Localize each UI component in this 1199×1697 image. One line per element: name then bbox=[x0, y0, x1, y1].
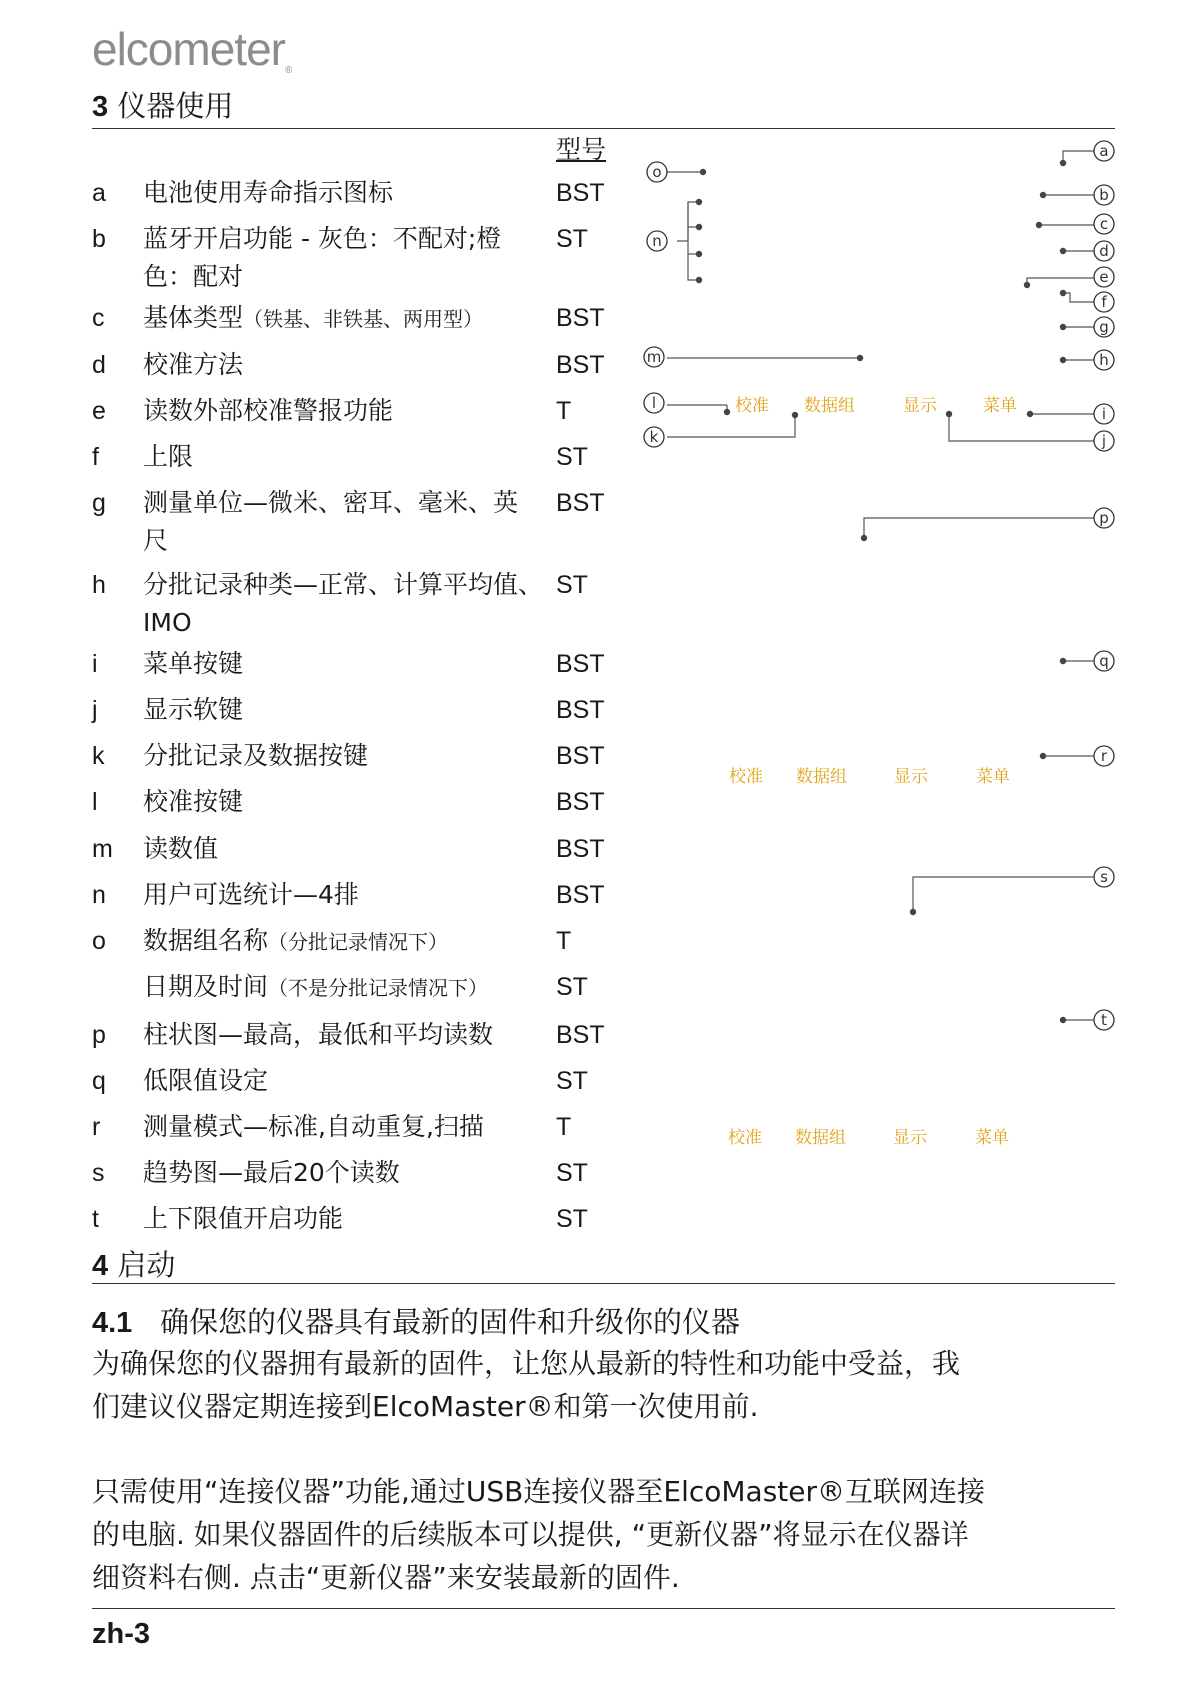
legend-key: r bbox=[92, 1113, 101, 1141]
legend-description-main: 用户可选统计—4排 bbox=[143, 880, 359, 909]
legend-key: a bbox=[92, 179, 106, 207]
callout-label-o: o bbox=[652, 163, 662, 181]
legend-model: BST bbox=[556, 351, 605, 379]
legend-description-main: 菜单按键 bbox=[143, 649, 244, 678]
legend-key: b bbox=[92, 225, 106, 253]
legend-description-main: 趋势图—最后20个读数 bbox=[143, 1158, 400, 1187]
callout-label-m: m bbox=[646, 348, 662, 366]
legend-model: BST bbox=[556, 650, 605, 678]
softkey-label: 校准 bbox=[735, 396, 769, 416]
legend-description-main: 柱状图—最高，最低和平均读数 bbox=[143, 1020, 494, 1049]
legend-model: BST bbox=[556, 742, 605, 770]
page-number: zh-3 bbox=[92, 1618, 150, 1650]
legend-model: BST bbox=[556, 179, 605, 207]
legend-model: BST bbox=[556, 696, 605, 724]
callout-label-r: r bbox=[1100, 747, 1108, 765]
softkey-label: 校准 bbox=[728, 1128, 762, 1148]
legend-model: ST bbox=[556, 1067, 588, 1095]
paragraph-1: 为确保您的仪器拥有最新的固件，让您从最新的特性和功能中受益，我 们建议仪器定期连接到ElcoMaster®和第一次使用前. bbox=[92, 1347, 961, 1423]
callout-label-n: n bbox=[652, 232, 662, 250]
legend-model: BST bbox=[556, 788, 605, 816]
softkey-label: 菜单 bbox=[975, 1128, 1009, 1148]
legend-key: p bbox=[92, 1021, 106, 1049]
legend-model: BST bbox=[556, 304, 605, 332]
legend-description-main: 低限值设定 bbox=[143, 1066, 269, 1095]
legend-description-main: 基体类型 bbox=[143, 303, 244, 332]
callout-label-k: k bbox=[649, 428, 659, 446]
legend-description-note: （不是分批记录情况下） bbox=[268, 976, 489, 1000]
section-3-title: 3 仪器使用 bbox=[92, 89, 234, 123]
legend-model: BST bbox=[556, 489, 605, 517]
legend-key: j bbox=[92, 696, 98, 724]
softkey-label: 菜单 bbox=[983, 396, 1017, 416]
legend-description-main: 测量模式—标准,自动重复,扫描 bbox=[143, 1112, 484, 1141]
legend-key: l bbox=[92, 788, 98, 816]
legend-key: h bbox=[92, 571, 106, 599]
elcometer-logo: elcometer® bbox=[92, 23, 292, 76]
model-column-header: 型号 bbox=[556, 135, 607, 164]
softkey-label: 显示 bbox=[903, 396, 937, 416]
legend-description-main: 上下限值开启功能 bbox=[143, 1204, 344, 1233]
legend-description-main: 分批记录及数据按键 bbox=[143, 741, 369, 770]
legend-key: f bbox=[92, 443, 99, 471]
callout-label-j: j bbox=[1101, 432, 1107, 450]
footer-rule bbox=[92, 1608, 1115, 1609]
legend-description-main: 显示软键 bbox=[143, 695, 244, 724]
softkey-label: 数据组 bbox=[795, 1128, 846, 1148]
legend-model: T bbox=[556, 1113, 572, 1141]
legend-model: BST bbox=[556, 881, 605, 909]
legend-description-main: 校准方法 bbox=[143, 350, 244, 379]
legend-key: o bbox=[92, 927, 106, 955]
legend-model: BST bbox=[556, 835, 605, 863]
callout-label-s: s bbox=[1100, 868, 1108, 886]
callout-label-f: f bbox=[1101, 293, 1107, 311]
legend-model: T bbox=[556, 397, 572, 425]
callout-label-a: a bbox=[1099, 142, 1109, 160]
callout-label-g: g bbox=[1099, 318, 1109, 336]
legend-key: m bbox=[92, 835, 113, 863]
legend-key: e bbox=[92, 397, 106, 425]
callout-label-d: d bbox=[1099, 242, 1109, 260]
legend-model: ST bbox=[556, 571, 588, 599]
section-4-rule bbox=[92, 1283, 1115, 1284]
legend-model: ST bbox=[556, 225, 588, 253]
callout-label-t: t bbox=[1101, 1011, 1107, 1029]
legend-description-main: 数据组名称 bbox=[143, 926, 269, 955]
legend-model: ST bbox=[556, 443, 588, 471]
legend-description-main: 日期及时间 bbox=[143, 972, 269, 1001]
softkey-label: 显示 bbox=[894, 767, 928, 787]
legend-description-main: 分批记录种类—正常、计算平均值、IMO bbox=[143, 570, 544, 637]
legend-description-main: 读数值 bbox=[143, 834, 219, 863]
legend-model: ST bbox=[556, 1205, 588, 1233]
legend-description-main: 读数外部校准警报功能 bbox=[143, 396, 394, 425]
legend-model: ST bbox=[556, 1159, 588, 1187]
legend-description-main: 校准按键 bbox=[143, 787, 244, 816]
callout-label-e: e bbox=[1099, 268, 1109, 286]
callout-label-b: b bbox=[1099, 186, 1109, 204]
paragraph-2: 只需使用“连接仪器”功能,通过USB连接仪器至ElcoMaster®互联网连接 的电脑. 如果仪器固件的后续版本可以提供, “更新仪器”将显示在仪器详 细资料右侧. 点击“更新仪器”来安装最新的固件. bbox=[92, 1475, 986, 1594]
legend-model: T bbox=[556, 927, 572, 955]
legend-description-note: （分批记录情况下） bbox=[268, 930, 449, 954]
softkey-label: 显示 bbox=[893, 1128, 927, 1148]
subsection-4-1-title: 4.1 确保您的仪器具有最新的固件和升级你的仪器 bbox=[92, 1305, 740, 1339]
legend-description-main: 上限 bbox=[143, 442, 194, 471]
legend-key: s bbox=[92, 1159, 105, 1187]
legend-key: k bbox=[92, 742, 105, 770]
legend-model: BST bbox=[556, 1021, 605, 1049]
legend-description-main: 电池使用寿命指示图标 bbox=[143, 178, 394, 207]
softkey-label: 校准 bbox=[729, 767, 763, 787]
softkey-label: 菜单 bbox=[976, 767, 1010, 787]
callout-label-q: q bbox=[1099, 652, 1109, 670]
legend-description-note: （铁基、非铁基、两用型） bbox=[243, 307, 484, 331]
callout-label-p: p bbox=[1099, 509, 1109, 527]
legend-key: q bbox=[92, 1067, 106, 1095]
legend-key: t bbox=[92, 1205, 99, 1233]
legend-model: ST bbox=[556, 973, 588, 1001]
legend-key: c bbox=[92, 304, 105, 332]
softkey-label: 数据组 bbox=[804, 396, 855, 416]
legend-description-main: 测量单位—微米、密耳、毫米、英尺 bbox=[143, 488, 519, 555]
callout-label-i: i bbox=[1101, 405, 1107, 423]
softkey-label: 数据组 bbox=[796, 767, 847, 787]
callout-label-h: h bbox=[1099, 351, 1109, 369]
legend-key: n bbox=[92, 881, 106, 909]
legend-key: i bbox=[92, 650, 98, 678]
callout-label-l: l bbox=[651, 394, 657, 412]
legend-description-main: 蓝牙开启功能 - 灰色：不配对;橙色：配对 bbox=[143, 224, 502, 291]
callout-label-c: c bbox=[1099, 215, 1109, 233]
section-4-title: 4 启动 bbox=[92, 1248, 176, 1282]
legend-key: d bbox=[92, 351, 106, 379]
legend-key: g bbox=[92, 489, 106, 517]
